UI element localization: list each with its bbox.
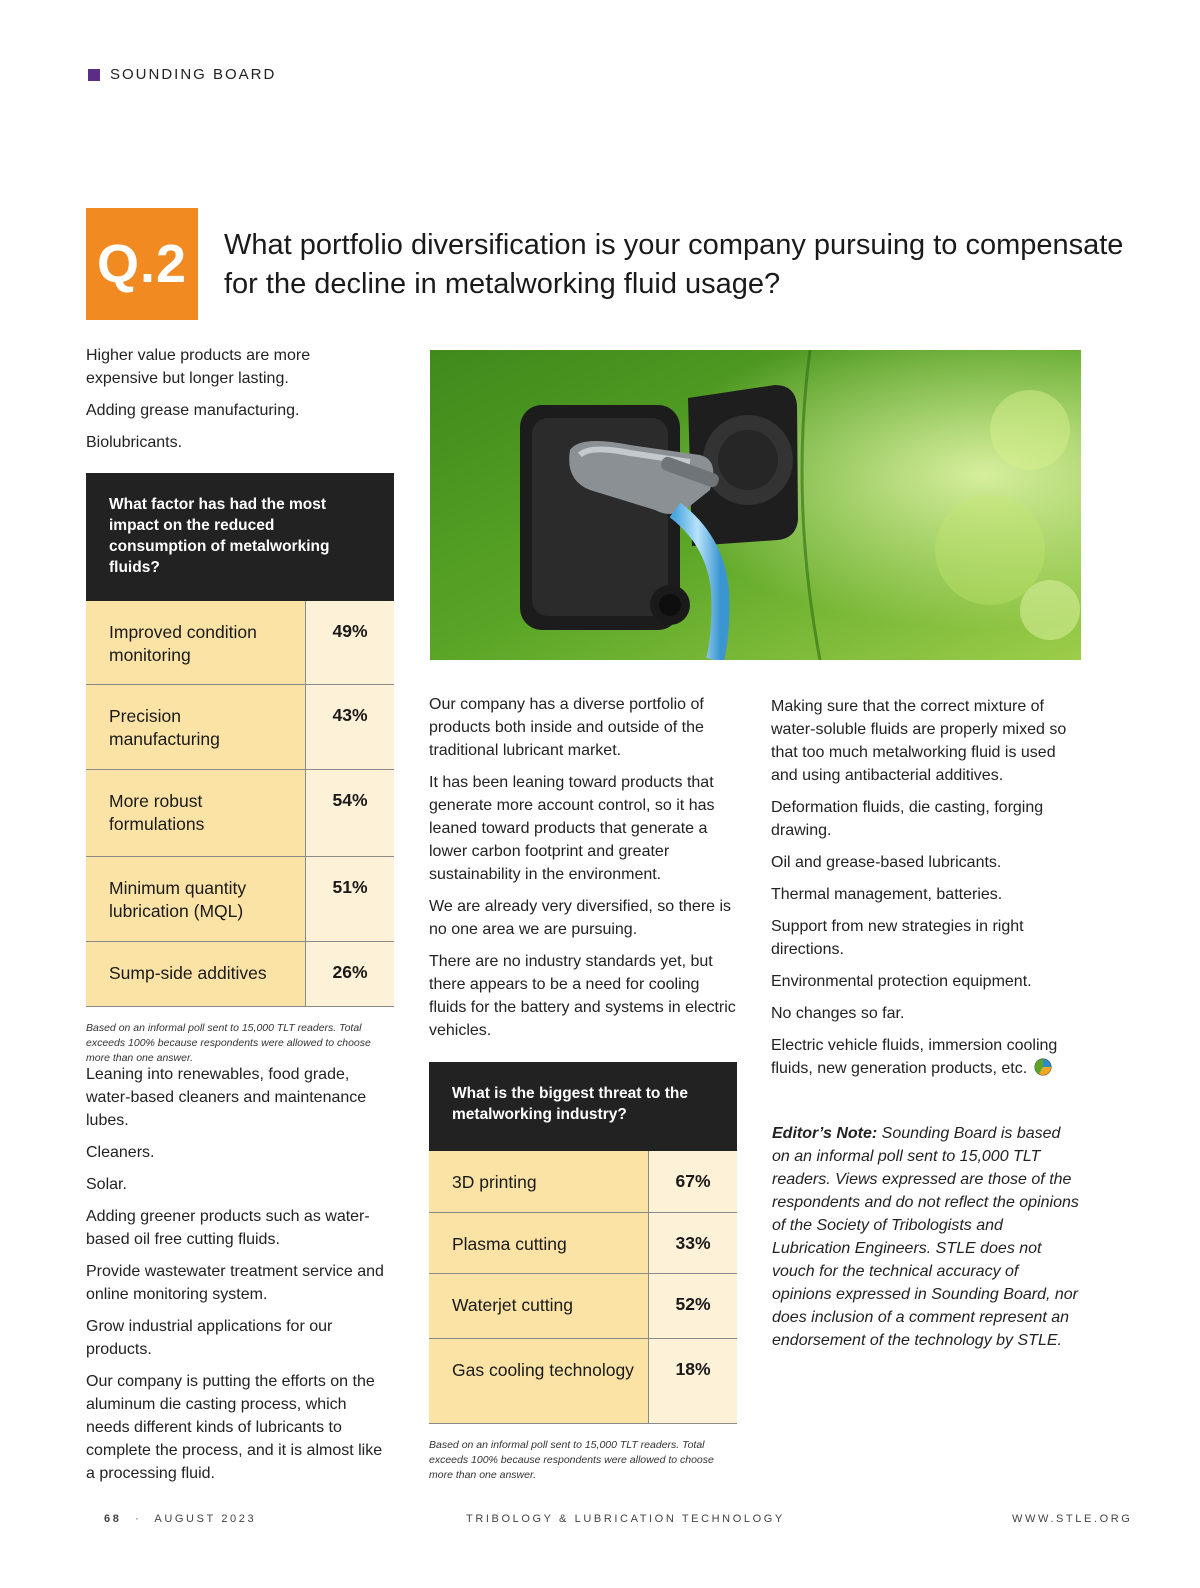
poll-row-label: More robust formulations bbox=[86, 770, 306, 856]
response-text bbox=[771, 1034, 1086, 1080]
poll-row-value: 52% bbox=[649, 1274, 737, 1338]
response-text: There are no industry standards yet, but there appears to be a need for cooling fluids for the battery and systems in electric vehicles. bbox=[429, 953, 736, 1039]
response-text-span: Electric vehicle fluids, immersion cooling fluids, new generation products, etc. bbox=[771, 1037, 1058, 1077]
question-badge: Q.2 bbox=[86, 208, 198, 320]
poll-footnote: Based on an informal poll sent to 15,000 TLT readers. Total exceeds 100% because respondents were allowed to choose more than one answer. bbox=[86, 1022, 371, 1064]
poll-row-label: Sump-side additives bbox=[86, 942, 306, 1006]
response-text: Solar. bbox=[86, 1176, 127, 1193]
stle-end-mark-icon bbox=[1034, 1058, 1052, 1076]
editors-note-text: Sounding Board is based on an informal poll sent to 15,000 TLT readers. Views expressed are those of the respondents and do not reflect the opinions of the Society of Tribologists and Lubrication Engineers. STLE does not vouch for the technical accuracy of opinions expressed in Sounding Board, nor does inclusion of a comment represent an endorsement of the technology by STLE. bbox=[772, 1125, 1079, 1349]
poll-row-label: Minimum quantity lubrication (MQL) bbox=[86, 857, 306, 941]
question-title: What portfolio diversification is your company pursuing to compensate for the decline in metalworking fluid usage? bbox=[224, 229, 1124, 300]
poll-row-label: Waterjet cutting bbox=[429, 1274, 649, 1338]
right-column bbox=[771, 695, 1086, 1089]
publication-name: TRIBOLOGY & LUBRICATION TECHNOLOGY bbox=[466, 1513, 785, 1525]
footer-separator: · bbox=[135, 1513, 142, 1525]
editors-note-label: Editor’s Note: bbox=[772, 1125, 878, 1142]
poll-box-threat bbox=[429, 1062, 737, 1483]
poll-title: What factor has had the most impact on the reduced consumption of metalworking fluids? bbox=[86, 473, 394, 601]
poll-row bbox=[429, 1339, 737, 1424]
page-number: 68 bbox=[104, 1513, 122, 1525]
poll-row-value: 67% bbox=[649, 1151, 737, 1212]
response-text: Support from new strategies in right directions. bbox=[771, 918, 1024, 958]
issue-date: AUGUST 2023 bbox=[154, 1513, 257, 1525]
response-text: Environmental protection equipment. bbox=[771, 973, 1032, 990]
poll-row-value: 51% bbox=[306, 857, 394, 941]
response-text: Our company has a diverse portfolio of products both inside and outside of the traditional lubricant market. bbox=[429, 696, 704, 759]
response-text: Thermal management, batteries. bbox=[771, 886, 1003, 903]
poll-row-label: Gas cooling technology bbox=[429, 1339, 649, 1423]
poll-row-value: 54% bbox=[306, 770, 394, 856]
poll-row-value: 43% bbox=[306, 685, 394, 769]
response-text: Provide wastewater treatment service and online monitoring system. bbox=[86, 1263, 384, 1303]
response-text: Higher value products are more expensive but longer lasting. bbox=[86, 347, 311, 387]
response-text: Cleaners. bbox=[86, 1144, 155, 1161]
ev-charging-illustration bbox=[430, 350, 1081, 660]
poll-box-consumption bbox=[86, 473, 394, 1066]
response-text: Making sure that the correct mixture of water-soluble fluids are properly mixed so that too much metalworking fluid is used and using antibacterial additives. bbox=[771, 698, 1067, 784]
response-text: No changes so far. bbox=[771, 1005, 905, 1022]
poll-row bbox=[86, 601, 394, 685]
response-text: Biolubricants. bbox=[86, 434, 183, 451]
poll-title: What is the biggest threat to the metalworking industry? bbox=[429, 1062, 737, 1151]
response-text: Grow industrial applications for our products. bbox=[86, 1318, 333, 1358]
response-text: Leaning into renewables, food grade, water-based cleaners and maintenance lubes. bbox=[86, 1066, 367, 1129]
response-text: Oil and grease-based lubricants. bbox=[771, 854, 1002, 871]
poll-row bbox=[86, 770, 394, 857]
poll-footnote: Based on an informal poll sent to 15,000 TLT readers. Total exceeds 100% because respondents were allowed to choose more than one answer. bbox=[429, 1439, 714, 1481]
response-text: Our company is putting the efforts on the aluminum die casting process, which needs different kinds of lubricants to complete the process, and it is almost like a processing fluid. bbox=[86, 1373, 383, 1482]
poll-row bbox=[429, 1151, 737, 1213]
poll-row bbox=[86, 857, 394, 942]
editors-note bbox=[772, 1122, 1082, 1352]
poll-row-value: 49% bbox=[306, 601, 394, 684]
ev-charging-photo bbox=[430, 350, 1081, 660]
footer-left bbox=[104, 1513, 256, 1525]
poll-row-label: Plasma cutting bbox=[429, 1213, 649, 1273]
response-text: It has been leaning toward products that generate more account control, so it has leaned toward products that generate a lower carbon footprint and greater sustainability in the environment. bbox=[429, 774, 715, 883]
poll-row bbox=[429, 1213, 737, 1274]
middle-column bbox=[429, 693, 739, 1051]
poll-row-value: 33% bbox=[649, 1213, 737, 1273]
section-label: SOUNDING BOARD bbox=[110, 66, 277, 83]
poll-row-label: 3D printing bbox=[429, 1151, 649, 1212]
poll-row-value: 26% bbox=[306, 942, 394, 1006]
website-link[interactable]: WWW.STLE.ORG bbox=[1012, 1513, 1133, 1525]
section-tag bbox=[88, 66, 276, 83]
response-text: Adding greener products such as water-based oil free cutting fluids. bbox=[86, 1208, 370, 1248]
left-column-bottom bbox=[86, 1063, 391, 1494]
left-column-top bbox=[86, 344, 386, 463]
poll-row bbox=[429, 1274, 737, 1339]
poll-row bbox=[86, 942, 394, 1007]
poll-row bbox=[86, 685, 394, 770]
poll-row-label: Precision manufacturing bbox=[86, 685, 306, 769]
poll-row-label: Improved condition monitoring bbox=[86, 601, 306, 684]
response-text: Adding grease manufacturing. bbox=[86, 402, 300, 419]
response-text: We are already very diversified, so there is no one area we are pursuing. bbox=[429, 898, 732, 938]
response-text: Deformation fluids, die casting, forging drawing. bbox=[771, 799, 1044, 839]
section-square-icon bbox=[88, 69, 100, 81]
poll-row-value: 18% bbox=[649, 1339, 737, 1423]
